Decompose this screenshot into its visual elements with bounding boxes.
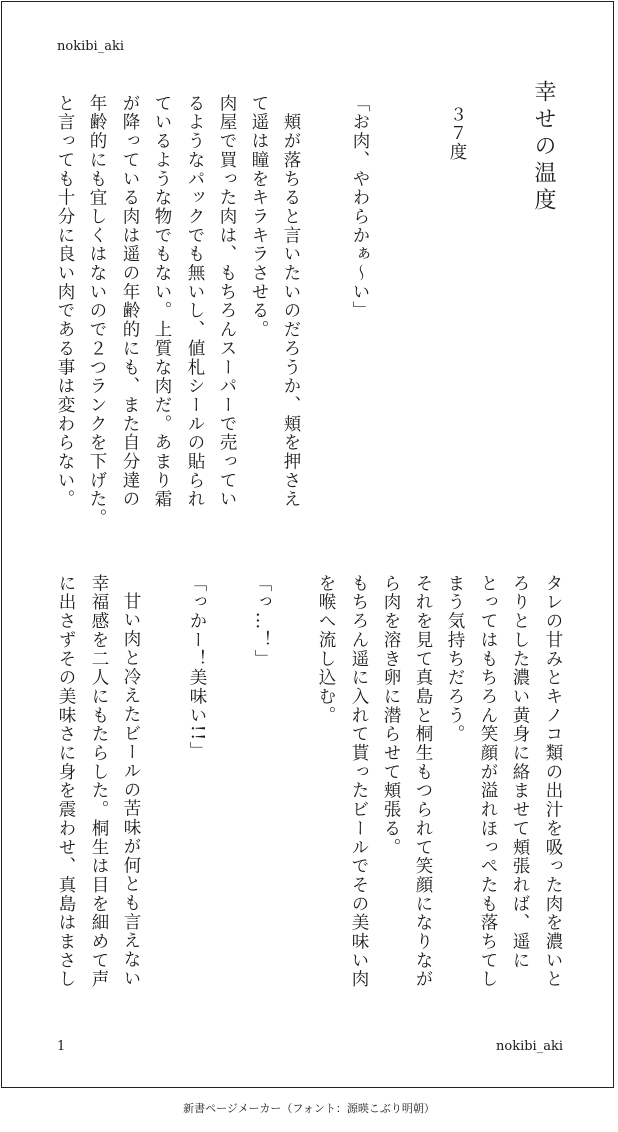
header-author: nokibi_aki (57, 39, 124, 54)
text-column: 「お肉、やわらかぁ〜い」 (350, 94, 370, 321)
chapter-heading: ３７度 (447, 105, 467, 162)
text-column: ら肉を溶き卵に潜らせて頬張る。 (381, 574, 401, 857)
text-column: るようなパックでも無いし、値札シールの貼られ (185, 94, 205, 509)
text-column: 「っ…！」 (252, 574, 272, 669)
text-column: に出さずその美味さに身を震わせ、真島はまさし (56, 574, 76, 989)
text-column: 肉屋で買った肉は、もちろんスーパーで売ってい (217, 94, 237, 509)
text-column: ているような物でもない。上質な肉だ。あまり霜 (152, 94, 172, 509)
text-column: 幸福感を二人にもたらした。桐生は目を細めて声 (89, 574, 109, 989)
story-title: 幸せの温度 (531, 80, 556, 215)
text-column: 年齢的にも宜しくはないので２つランクを下げた。 (87, 94, 107, 528)
text-column: タレの甘みとキノコ類の出汁を吸った肉を濃いと (543, 574, 563, 989)
text-column: が降っている肉は遥の年齢的にも、また自分達の (120, 94, 140, 509)
text-column: て遥は瞳をキラキラさせる。 (249, 94, 269, 340)
text-column: 「っかー！美味い!!」 (187, 574, 207, 761)
text-column: それを見て真島と桐生もつられて笑顔になりなが (413, 574, 433, 989)
text-column: まう気持ちだろう。 (445, 574, 465, 744)
generator-credit: 新書ページメーカー（フォント：源暎こぶり明朝） (183, 1102, 435, 1115)
text-column: もちろん遥に入れて貰ったビールでその美味い肉 (349, 574, 369, 989)
book-page (1, 1, 614, 1088)
page-number: 1 (57, 1039, 66, 1054)
text-column: と言っても十分に良い肉である事は変わらない。 (55, 94, 75, 509)
text-column: を喉へ流し込む。 (316, 574, 336, 725)
text-column: ろりとした濃い黄身に絡ませて頬張れば、遥に (510, 574, 530, 970)
footer-author: nokibi_aki (496, 1039, 563, 1054)
text-column: 頬が落ちると言いたいのだろうか、頬を押さえ (281, 94, 301, 509)
text-column: 甘い肉と冷えたビールの苦味が何とも言えない (121, 592, 141, 988)
text-column: とってはもちろん笑顔が溢れほっぺたも落ちてし (478, 574, 498, 989)
